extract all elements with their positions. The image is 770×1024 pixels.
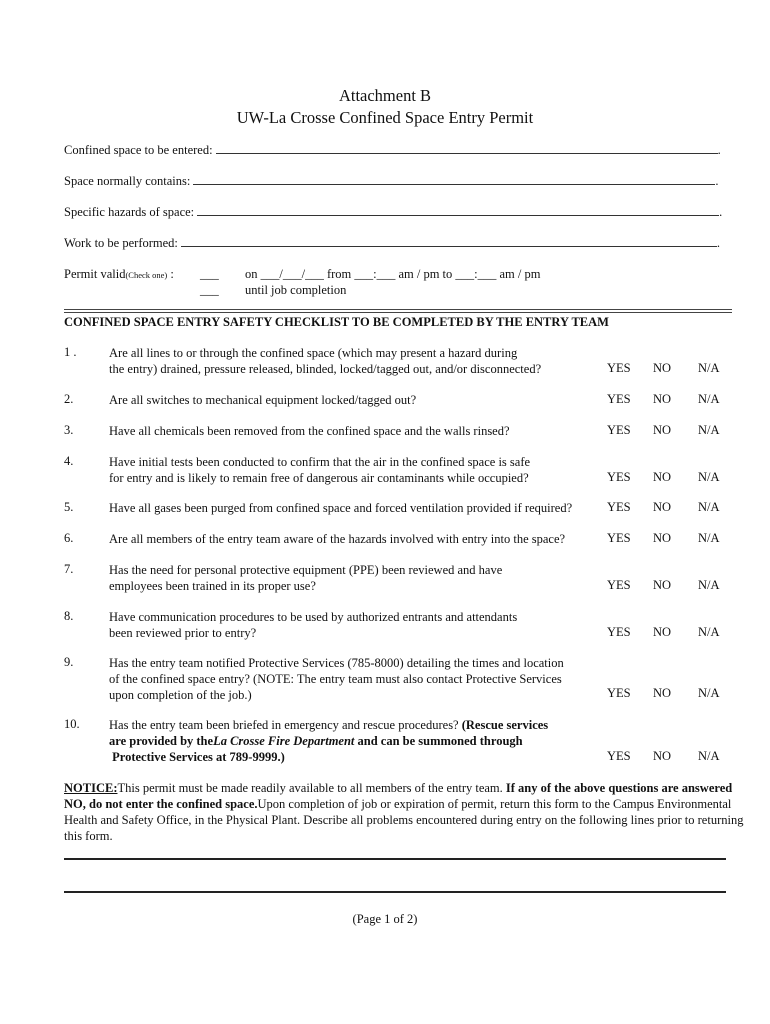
answer-yes[interactable]: YES (607, 531, 631, 545)
divider (64, 312, 732, 313)
question-text (109, 655, 564, 703)
permit-option1-text: on ___/___/___ from ___:___ am / pm to ___:___ am / pm (245, 267, 541, 281)
answer-na[interactable]: N/A (698, 361, 720, 375)
answer-na[interactable]: N/A (698, 470, 720, 484)
answer-no[interactable]: NO (653, 686, 672, 700)
question-text (109, 423, 510, 439)
question-line: Protective Services at 789-9999.) (112, 750, 285, 764)
question-line: employees been trained in its proper use? (109, 579, 316, 593)
question-number: 9. (64, 655, 74, 669)
question-text (109, 562, 502, 594)
answer-yes[interactable]: YES (607, 686, 631, 700)
question-text (109, 609, 517, 641)
question-line: Has the entry team notified Protective Services (785-8000) detailing the times and location (109, 656, 564, 670)
answer-yes[interactable]: YES (607, 470, 631, 484)
answer-no[interactable]: NO (653, 392, 672, 406)
question-text (109, 345, 541, 377)
blank-line[interactable] (193, 174, 715, 185)
answer-na[interactable]: N/A (698, 749, 720, 763)
question-number: 7. (64, 562, 74, 576)
answer-no[interactable]: NO (653, 423, 672, 437)
answer-no[interactable]: NO (653, 749, 672, 763)
page-number: (Page 1 of 2) (352, 912, 418, 926)
question-text (109, 454, 530, 486)
page-title: UW-La Crosse Confined Space Entry Permit (236, 108, 534, 127)
question-text (109, 531, 565, 547)
answer-no[interactable]: NO (653, 578, 672, 592)
question-line: of the confined space entry? (NOTE: The entry team must also contact Protective Services (109, 672, 562, 686)
field-label: Confined space to be entered: (64, 143, 213, 157)
question-number: 6. (64, 531, 74, 545)
notice-paragraph: NOTICE:This permit must be made readily available to all members of the entry team. If any of the above questions are answered NO, do not enter the confined space.Upon completion of job or expiration of permit, return this form to the Campus Environmental Health and Safety Office, in the Physical Plant. Describe all problems encountered during entry on the following lines prior to returning this form. (64, 781, 744, 843)
answer-na[interactable]: N/A (698, 423, 720, 437)
answer-no[interactable]: NO (653, 625, 672, 639)
field-confined-space: Confined space to be entered: . (64, 143, 721, 157)
question-number: 3. (64, 423, 74, 437)
answer-no[interactable]: NO (653, 531, 672, 545)
answer-yes[interactable]: YES (607, 749, 631, 763)
answer-no[interactable]: NO (653, 361, 672, 375)
checklist-heading: CONFINED SPACE ENTRY SAFETY CHECKLIST TO BE COMPLETED BY THE ENTRY TEAM (64, 315, 609, 329)
notice-label: NOTICE: (64, 781, 118, 795)
field-work-performed: Work to be performed: . (64, 236, 721, 250)
answer-na[interactable]: N/A (698, 500, 720, 514)
question-line: upon completion of the job.) (109, 688, 252, 702)
answer-yes[interactable]: YES (607, 500, 631, 514)
question-line: for entry and is likely to remain free of dangerous air contaminants while occupied? (109, 471, 529, 485)
field-label: Work to be performed: (64, 236, 178, 250)
permit-option2-checkbox[interactable]: ___ (200, 283, 219, 297)
field-space-contains: Space normally contains: . (64, 174, 719, 188)
field-specific-hazards: Specific hazards of space: . (64, 205, 723, 219)
question-number: 1 . (64, 345, 77, 359)
answer-na[interactable]: N/A (698, 392, 720, 406)
blank-line[interactable] (197, 205, 719, 216)
question-line: Have all chemicals been removed from the confined space and the walls rinsed? (109, 424, 510, 438)
answer-yes[interactable]: YES (607, 361, 631, 375)
question-text (109, 500, 572, 516)
question-line: Have all gases been purged from confined space and forced ventilation provided if required? (109, 501, 573, 515)
question-line: Have communication procedures to be used by authorized entrants and attendants (109, 610, 518, 624)
question-line: been reviewed prior to entry? (109, 626, 257, 640)
divider (64, 309, 732, 310)
question-number: 10. (64, 717, 80, 731)
answer-yes[interactable]: YES (607, 423, 631, 437)
question-line: Has the need for personal protective equipment (PPE) been reviewed and have (109, 563, 503, 577)
question-number: 4. (64, 454, 74, 468)
answer-yes[interactable]: YES (607, 625, 631, 639)
permit-valid-label: Permit valid(Check one) : (64, 267, 174, 281)
answer-yes[interactable]: YES (607, 392, 631, 406)
attachment-label: Attachment B (338, 86, 432, 105)
answer-na[interactable]: N/A (698, 625, 720, 639)
permit-option2-text: until job completion (245, 283, 347, 297)
question-line: Have initial tests been conducted to confirm that the air in the confined space is safe (109, 455, 531, 469)
permit-option1-checkbox[interactable]: ___ (200, 267, 219, 281)
question-number: 8. (64, 609, 74, 623)
field-label: Space normally contains: (64, 174, 191, 188)
field-label: Specific hazards of space: (64, 205, 195, 219)
problem-line[interactable] (64, 891, 726, 893)
question-line: Are all lines to or through the confined space (which may present a hazard during (109, 346, 518, 360)
question-text (109, 717, 548, 765)
answer-na[interactable]: N/A (698, 578, 720, 592)
answer-yes[interactable]: YES (607, 578, 631, 592)
question-line: Are all members of the entry team aware of the hazards involved with entry into the space? (109, 532, 566, 546)
question-line: Are all switches to mechanical equipment locked/tagged out? (109, 393, 417, 407)
question-number: 2. (64, 392, 74, 406)
blank-line[interactable] (181, 236, 717, 247)
problem-line[interactable] (64, 858, 726, 860)
question-number: 5. (64, 500, 74, 514)
check-one-note: (Check one) (125, 270, 168, 280)
question-line: are provided by theLa Crosse Fire Department and can be summoned through (109, 734, 523, 748)
question-line: the entry) drained, pressure released, blinded, locked/tagged out, and/or disconnected? (109, 362, 542, 376)
question-line: Has the entry team been briefed in emergency and rescue procedures? (Rescue services (109, 718, 549, 732)
answer-no[interactable]: NO (653, 500, 672, 514)
answer-na[interactable]: N/A (698, 686, 720, 700)
blank-line[interactable] (216, 143, 718, 154)
question-text (109, 392, 416, 408)
answer-na[interactable]: N/A (698, 531, 720, 545)
answer-no[interactable]: NO (653, 470, 672, 484)
